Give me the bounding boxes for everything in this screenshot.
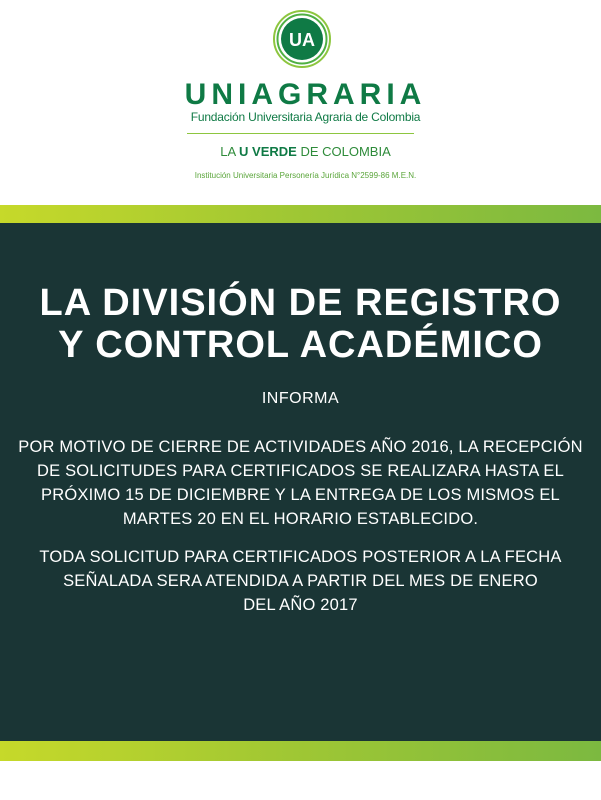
top-green-stripe [0,205,601,223]
paragraph-line: SEÑALADA SERA ATENDIDA A PARTIR DEL MES DE ENERO [63,572,538,590]
paragraph-line: DEL AÑO 2017 [243,596,358,614]
brand-subtitle: Fundación Universitaria Agraria de Colombia [190,110,421,124]
paragraph-line: POR MOTIVO DE CIERRE DE ACTIVIDADES AÑO 2016, LA RECEPCIÓN [18,438,583,456]
notice-paragraph-1 [0,435,601,531]
notice-panel [0,223,601,741]
footer-space [0,761,601,800]
emblem-text: UA [289,30,315,50]
tagline-pre: LA [220,144,240,159]
paragraph-line: PRÓXIMO 15 DE DICIEMBRE Y LA ENTREGA DE LOS MISMOS EL [41,486,560,504]
header [0,0,601,205]
brand-name: UNIAGRARIA [184,78,427,111]
informa-label: INFORMA [261,390,340,407]
brand-divider [187,133,414,134]
notice-title-line-2: Y CONTROL ACADÉMICO [58,324,543,366]
notice-title [0,282,601,366]
notice-title-line-1: LA DIVISIÓN DE REGISTRO [39,282,562,324]
paragraph-line: TODA SOLICITUD PARA CERTIFICADOS POSTERIOR A LA FECHA [39,548,562,566]
institution-note: Institución Universitaria Personería Jurídica N°2599-86 M.E.N. [194,171,417,180]
paragraph-line: DE SOLICITUDES PARA CERTIFICADOS SE REALIZARA HASTA EL [36,462,565,480]
uniagraria-logo-icon [272,9,332,69]
notice-paragraph-2 [0,545,601,617]
tagline-post: DE COLOMBIA [296,144,391,159]
paragraph-line: MARTES 20 EN EL HORARIO ESTABLECIDO. [122,510,479,528]
tagline-strong: U VERDE [239,144,297,159]
bottom-green-stripe [0,741,601,761]
tagline [0,144,601,159]
